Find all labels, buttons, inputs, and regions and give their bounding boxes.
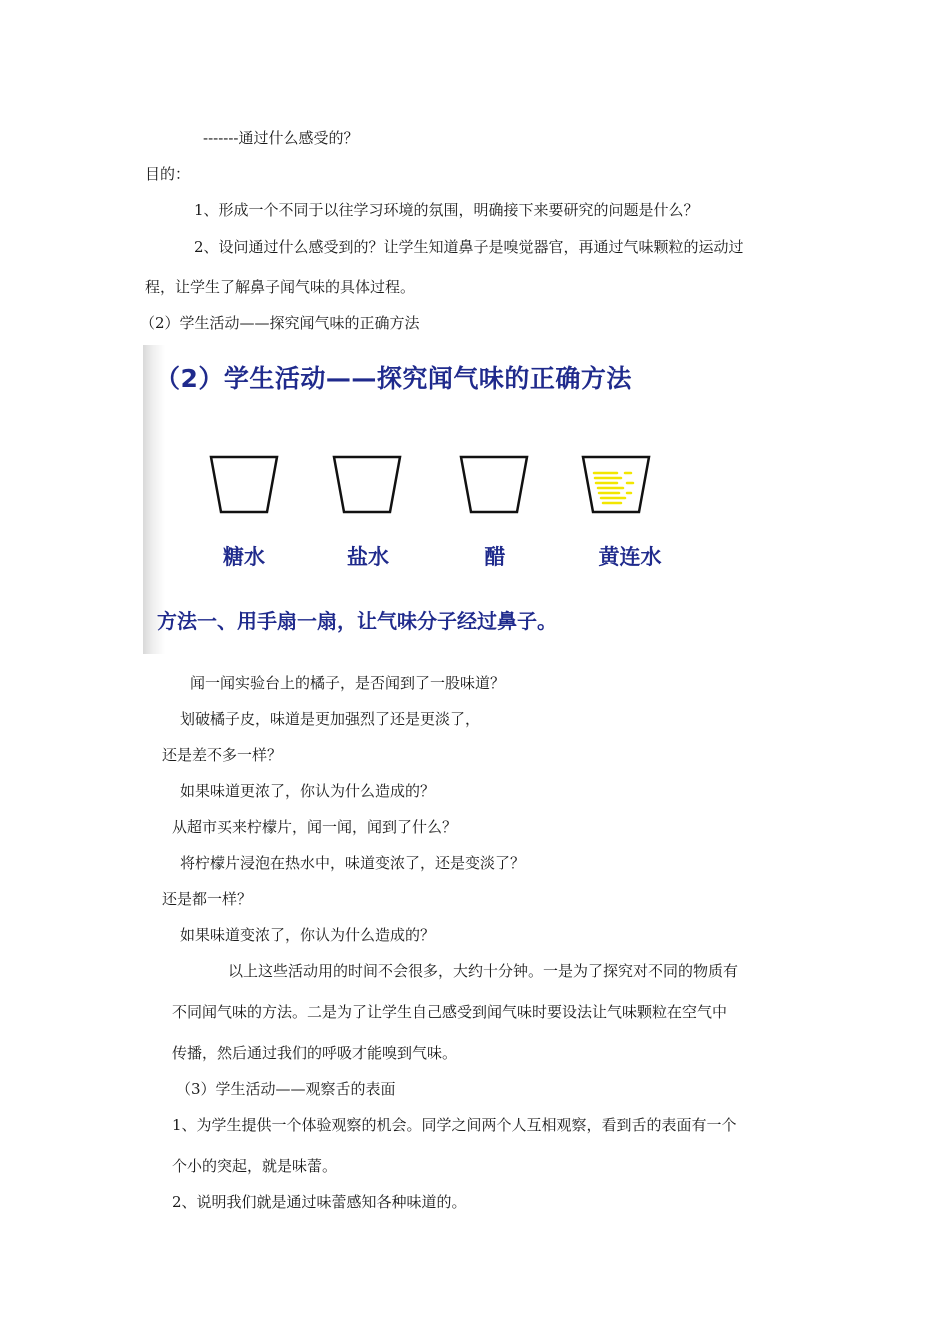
question-7: 还是都一样？: [162, 890, 253, 908]
question-4: 如果味道更浓了，你认为什么造成的？: [180, 782, 436, 800]
cup-icon-salt-water: [332, 455, 402, 515]
question-3: 还是差不多一样？: [162, 746, 283, 764]
slide-method-text: 方法一、用手扇一扇，让气味分子经过鼻子。: [157, 609, 557, 633]
cup-icon-coptis-water: [581, 455, 651, 515]
purpose-item-2-line-2: 程，让学生了解鼻子闻气味的具体过程。: [145, 278, 416, 296]
question-1: 闻一闻实验台上的橘子，是否闻到了一股味道？: [190, 674, 506, 692]
summary-line-2: 不同闻气味的方法。二是为了让学生自己感受到闻气味时要设法让气味颗粒在空气中: [172, 1003, 728, 1021]
cup-label-sugar-water: 糖水: [223, 545, 265, 569]
section-3-item-2: 2、说明我们就是通过味蕾感知各种味道的。: [172, 1193, 467, 1211]
question-8: 如果味道变浓了，你认为什么造成的？: [180, 926, 436, 944]
question-6: 将柠檬片浸泡在热水中，味道变浓了，还是变淡了？: [180, 854, 526, 872]
question-2: 划破橘子皮，味道是更加强烈了还是更淡了，: [180, 710, 481, 728]
cup-label-salt-water: 盐水: [347, 545, 389, 569]
section-2-heading: （2）学生活动——探究闻气味的正确方法: [140, 314, 420, 332]
purpose-item-1: 1、形成一个不同于以往学习环境的氛围，明确接下来要研究的问题是什么？: [194, 201, 699, 219]
purpose-label: 目的：: [145, 165, 191, 183]
section-3-heading: （3）学生活动——观察舌的表面: [176, 1080, 396, 1098]
summary-line-1: 以上这些活动用的时间不会很多，大约十分钟。一是为了探究对不同的物质有: [228, 962, 739, 980]
question-5: 从超市买来柠檬片，闻一闻，闻到了什么？: [172, 818, 458, 836]
cup-icon-sugar-water: [209, 455, 279, 515]
slide-title: （2）学生活动——探究闻气味的正确方法: [155, 364, 632, 393]
cup-label-coptis-water: 黄连水: [598, 545, 662, 569]
slide-image: [143, 345, 806, 654]
section-3-item-1-line-1: 1、为学生提供一个体验观察的机会。同学之间两个人互相观察，看到舌的表面有一个: [172, 1116, 737, 1134]
cup-label-vinegar: 醋: [484, 545, 506, 569]
summary-line-3: 传播，然后通过我们的呼吸才能嗅到气味。: [172, 1044, 458, 1062]
purpose-item-2-line-1: 2、设问通过什么感受到的？让学生知道鼻子是嗅觉器官，再通过气味颗粒的运动过: [194, 238, 744, 256]
section-3-item-1-line-2: 个小的突起，就是味蕾。: [172, 1157, 338, 1175]
subline-text: -------通过什么感受的？: [203, 129, 359, 147]
cup-icon-vinegar: [459, 455, 529, 515]
